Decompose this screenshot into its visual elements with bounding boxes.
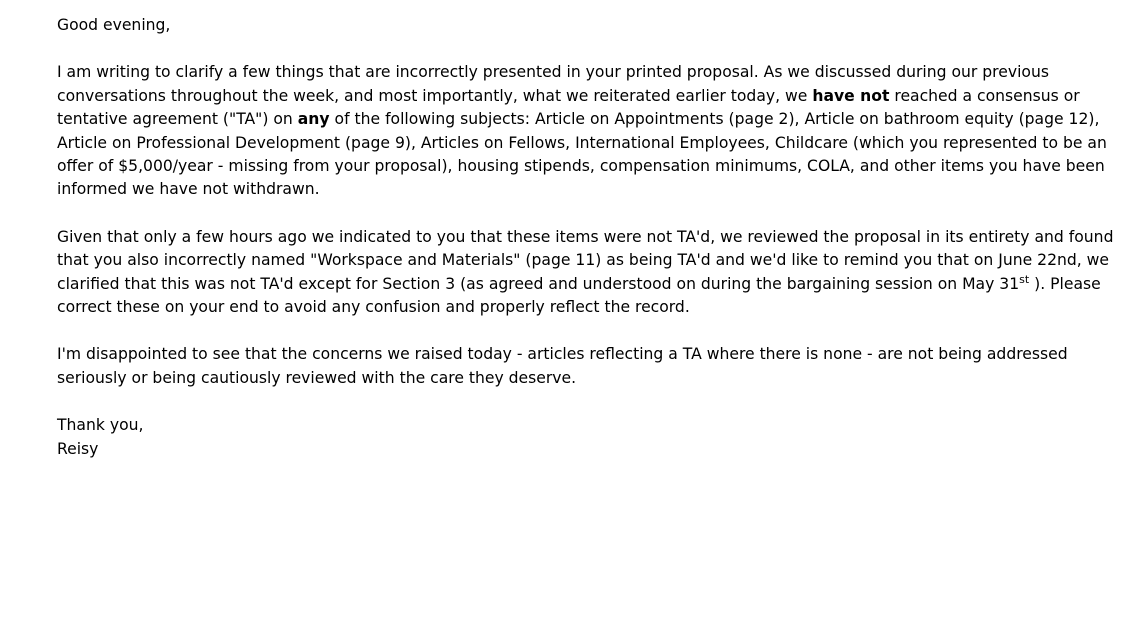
email-paragraph-3: I'm disappointed to see that the concerns we raised today - articles reflecting a TA where there is none - are not being addressed seriously or being cautiously reviewed with the care they deserve. [57,345,1068,387]
email-sign-off [57,414,1127,461]
paragraph-1-text-b: reached a consensus or tentative agreement ("TA") on [57,86,1080,129]
paragraph-1-text-a: I am writing to clarify a few things that are incorrectly presented in your printed proposal. As we discussed during our previous conversations throughout the week, and most importantly, what we reiterated earlier today, we [57,63,1049,105]
email-body [57,14,1127,461]
email-signature: Reisy [57,439,99,458]
paragraph-1-bold-any: any [297,110,330,129]
email-paragraph-1 [57,61,1127,201]
paragraph-1-bold-have-not: have not [812,86,890,105]
email-paragraph-2 [57,226,1127,320]
email-closing: Thank you, [57,416,144,435]
paragraph-1-text-c: of the following subjects: Article on Appointments (page 2), Article on bathroom equity (page 12), Article on Professional Development (page 9), Articles on Fellows, International Employees, Childcare (which you represented to be an offer of $5,000/year - missing from your proposal), housing stipends, compensation minimums, COLA, and other items you have been informed we have not withdrawn. [57,110,1107,199]
paragraph-2-text-a: Given that only a few hours ago we indicated to you that these items were not TA'd, we reviewed the proposal in its entirety and found that you also incorrectly named "Workspace and Materials" (page 11) as being TA'd and we'd like to remind you that on June 22nd, we clarified that this was not TA'd except for Section 3 (as agreed and understood on during the bargaining session on May 31 [57,227,1114,293]
email-greeting: Good evening, [57,16,171,34]
paragraph-2-text-b: ). Please correct these on your end to avoid any confusion and properly reflect the record. [57,274,1101,317]
paragraph-2-superscript: st [1019,272,1030,286]
